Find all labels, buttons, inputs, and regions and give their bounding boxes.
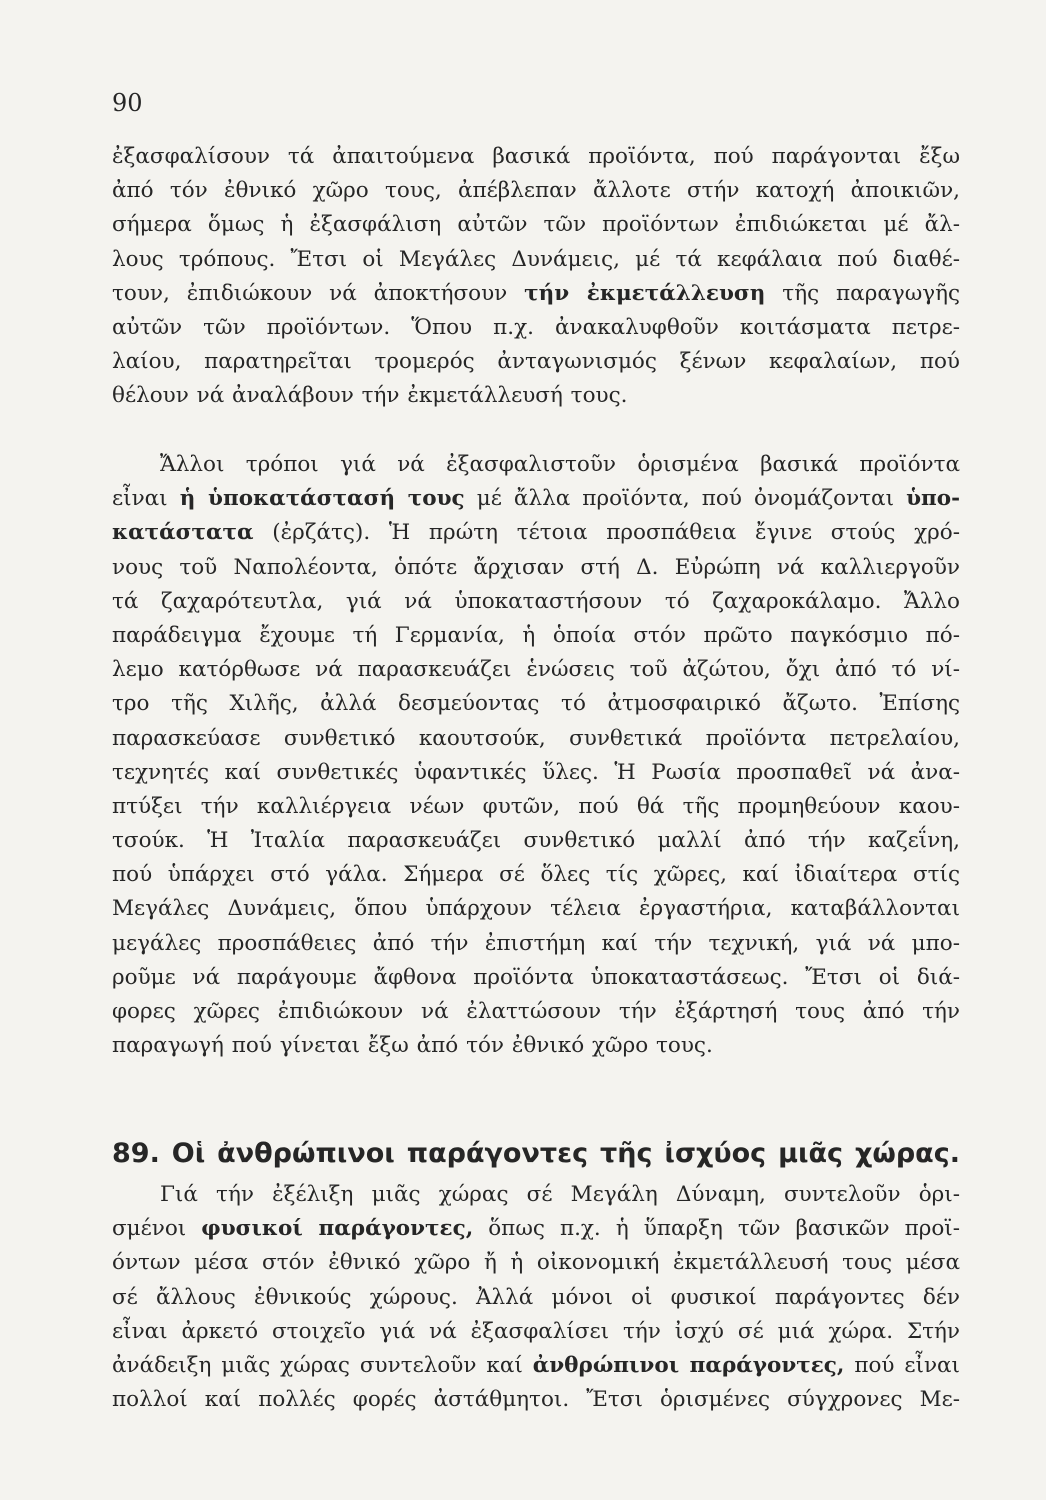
text-line: παραγωγή πού γίνεται ἔξω ἀπό τόν ἐθνικό χῶρο τους.: [112, 1033, 713, 1059]
text-run: ὅπως π.χ. ἡ ὕπαρξη τῶν βασικῶν προϊ-: [473, 1216, 960, 1242]
text-line: παρασκεύασε συνθετικό καουτσούκ, συνθετικά προϊόντα πετρελαίου,: [112, 725, 960, 751]
text-line: [112, 1212, 960, 1246]
bold-term: ἡ ὑποκατάστασή τους: [179, 486, 465, 512]
text-line: [112, 448, 960, 482]
text-line: λεμο κατόρθωσε νά παρασκευάζει ἑνώσεις τοῦ ἀζώτου, ὄχι ἀπό τό νί-: [112, 657, 960, 683]
text-line: [112, 1178, 960, 1212]
text-run: ἀνάδειξη μιᾶς χώρας συντελοῦν καί: [112, 1352, 533, 1378]
text-line: πτύξει τήν καλλιέργεια νέων φυτῶν, πού θά τῆς προμηθεύουν καου-: [112, 793, 960, 819]
text-line: θέλουν νά ἀναλάβουν τήν ἐκμετάλλευσή τους.: [112, 383, 628, 409]
text-line: [112, 482, 960, 516]
text-line: πού ὑπάρχει στό γάλα. Σήμερα σέ ὅλες τίς χῶρες, καί ἰδιαίτερα στίς: [112, 862, 960, 888]
text-line: τρο τῆς Χιλῆς, ἀλλά δεσμεύοντας τό ἀτμοσφαιρικό ἄζωτο. Ἐπίσης: [112, 691, 960, 717]
page-number: 90: [112, 89, 143, 117]
text-line: φορες χῶρες ἐπιδιώκουν νά ἐλαττώσουν τήν ἐξάρτησή τους ἀπό τήν: [112, 999, 960, 1024]
text-run: Ἄλλοι τρόποι γιά νά ἐξασφαλιστοῦν ὁρισμένα βασικά προϊόντα: [160, 452, 960, 477]
text-line: τσούκ. Ἡ Ἰταλία παρασκευάζει συνθετικό μαλλί ἀπό τήν καζεΐνη,: [112, 828, 960, 854]
text-line: παράδειγμα ἔχουμε τή Γερμανία, ἡ ὁποία στόν πρῶτο παγκόσμιο πό-: [112, 622, 960, 648]
text-line: τά ζαχαρότευτλα, γιά νά ὑποκαταστήσουν τό ζαχαροκάλαμο. Ἄλλο: [112, 588, 960, 614]
text-line: πολλοί καί πολλές φορές ἀστάθμητοι. Ἔτσι ὁρισμένες σύγχρονες Με-: [112, 1387, 960, 1413]
text-line: ροῦμε νά παράγουμε ἄφθονα προϊόντα ὑποκαταστάσεως. Ἔτσι οἱ διά-: [112, 964, 960, 990]
text-line: λους τρόπους. Ἔτσι οἱ Μεγάλες Δυνάμεις, μέ τά κεφάλαια πού διαθέ-: [112, 246, 960, 272]
text-line: εἶναι ἀρκετό στοιχεῖο γιά νά ἐξασφαλίσει τήν ἰσχύ σέ μιά χώρα. Στήν: [112, 1318, 960, 1344]
text-line: Μεγάλες Δυνάμεις, ὅπου ὑπάρχουν τέλεια ἐργαστήρια, καταβάλλονται: [112, 896, 960, 922]
text-line: [112, 516, 960, 550]
text-line: σέ ἄλλους ἐθνικούς χώρους. Ἀλλά μόνοι οἱ φυσικοί παράγοντες δέν: [112, 1284, 960, 1310]
paragraph-3: [112, 1178, 960, 1417]
text-run: εἶναι: [112, 486, 180, 512]
text-line: λαίου, παρατηρεῖται τρομερός ἀνταγωνισμός ξένων κεφαλαίων, πού: [112, 349, 960, 375]
text-run: σμένοι: [112, 1216, 202, 1242]
bold-term: ὑπο-: [906, 486, 961, 512]
text-line: νους τοῦ Ναπολέοντα, ὁπότε ἄρχισαν στή Δ. Εὐρώπη νά καλλιεργοῦν: [112, 554, 960, 580]
text-line: ἀπό τόν ἐθνικό χῶρο τους, ἀπέβλεπαν ἄλλοτε στήν κατοχή ἀποικιῶν,: [112, 178, 960, 204]
bold-term: φυσικοί παράγοντες,: [201, 1216, 474, 1242]
text-line: όντων μέσα στόν ἐθνικό χῶρο ἤ ἡ οἰκονομική ἐκμετάλλευσή τους μέσα: [112, 1250, 960, 1276]
text-line: αὐτῶν τῶν προϊόντων. Ὅπου π.χ. ἀνακαλυφθοῦν κοιτάσματα πετρε-: [112, 314, 960, 340]
text-line: [112, 1349, 960, 1383]
text-line: μεγάλες προσπάθειες ἀπό τήν ἐπιστήμη καί τήν τεχνική, γιά νά μπο-: [112, 930, 960, 956]
paragraph-2: [112, 448, 960, 1063]
bold-term: κατάστατα: [112, 520, 254, 546]
text-run: τῆς παραγωγῆς: [765, 280, 961, 306]
paragraph-1: [112, 140, 960, 414]
text-run: μέ ἄλλα προϊόντα, πού ὀνομάζονται: [464, 486, 907, 512]
text-line: σήμερα ὅμως ἡ ἐξασφάλιση αὐτῶν τῶν προϊόντων ἐπιδιώκεται μέ ἄλ-: [112, 212, 960, 238]
text-run: (ἐρζάτς). Ἡ πρώτη τέτοια προσπάθεια ἔγινε στούς χρό-: [253, 520, 960, 546]
bold-term: τήν ἐκμετάλλευση: [524, 280, 766, 306]
text-run: Γιά τήν ἐξέλιξη μιᾶς χώρας σέ Μεγάλη Δύναμη, συντελοῦν ὁρι-: [160, 1182, 960, 1207]
text-line: ἐξασφαλίσουν τά ἀπαιτούμενα βασικά προϊόντα, πού παράγονται ἔξω: [112, 144, 960, 169]
text-line: [112, 277, 960, 311]
text-run: πού εἶναι: [844, 1352, 960, 1378]
text-run: τουν, ἐπιδιώκουν νά ἀποκτήσουν: [112, 280, 525, 306]
section-heading: 89. Οἱ ἀνθρώπινοι παράγοντες τῆς ἰσχύος μιᾶς χώρας.: [112, 1138, 960, 1169]
bold-term: ἀνθρώπινοι παράγοντες,: [532, 1352, 845, 1378]
text-line: τεχνητές καί συνθετικές ὑφαντικές ὕλες. Ἡ Ρωσία προσπαθεῖ νά ἀνα-: [112, 759, 960, 785]
